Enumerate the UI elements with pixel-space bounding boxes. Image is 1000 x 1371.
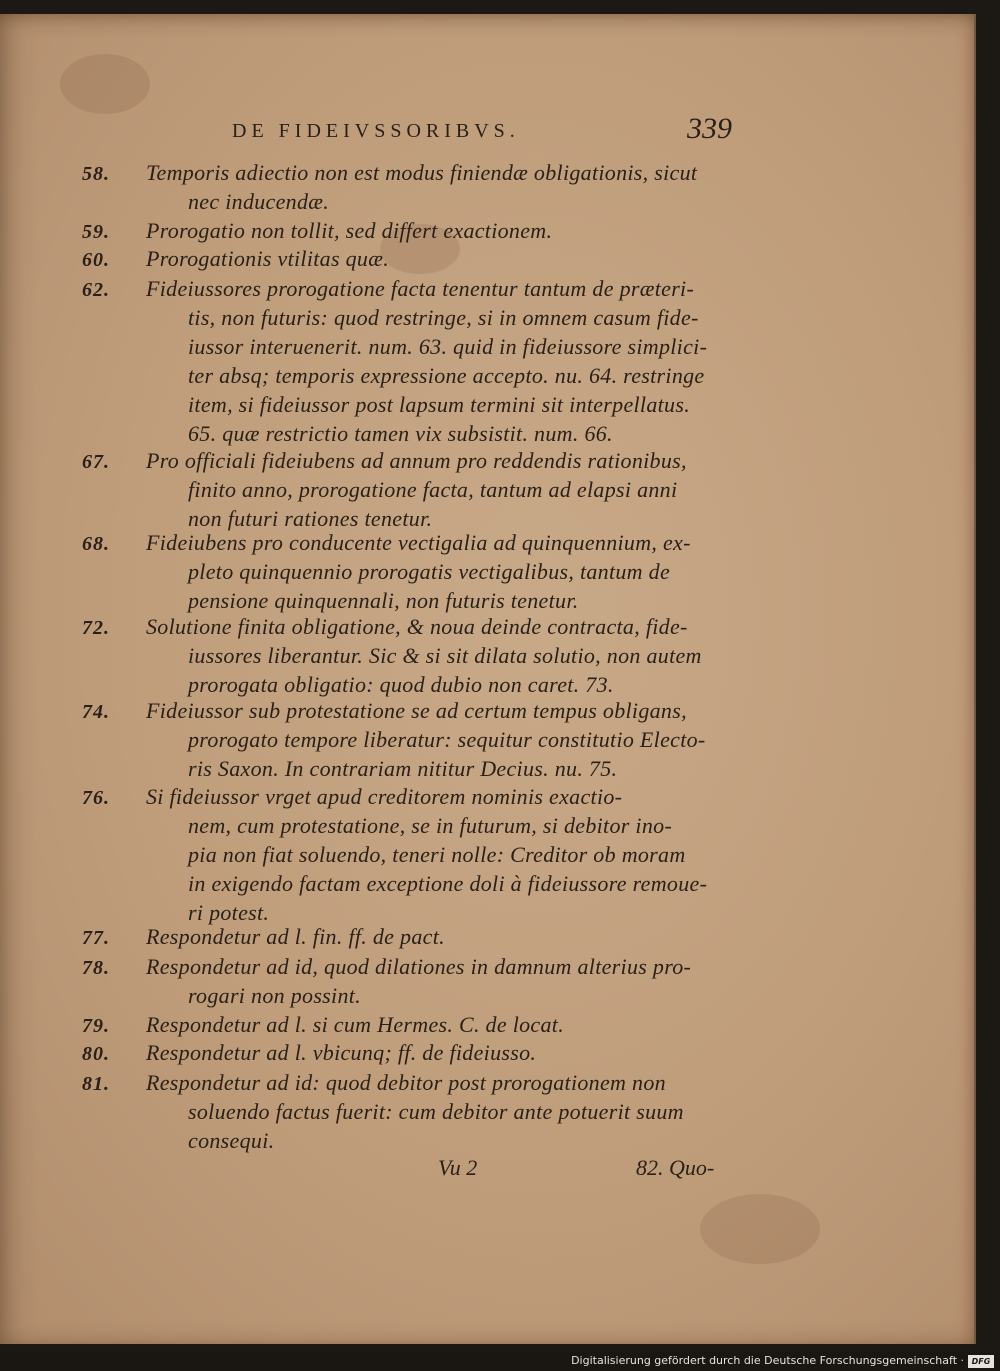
entry-text-line: pleto quinquennio prorogatis vectigalibus, tantum de: [188, 559, 671, 584]
dfg-logo: DFG: [968, 1355, 994, 1368]
entry-text-line: nec inducendæ.: [188, 189, 330, 214]
entry-number: 62.: [82, 279, 110, 301]
catchword: 82. Quo-: [636, 1155, 715, 1180]
entry-number: 67.: [82, 451, 110, 473]
entry-text-line: Respondetur ad l. si cum Hermes. C. de locat.: [146, 1012, 564, 1037]
entry-number: 81.: [82, 1073, 110, 1095]
entry-number: 78.: [82, 957, 110, 979]
entry-number: 72.: [82, 617, 110, 639]
entry-text-line: pensione quinquennali, non futuris tenetur.: [188, 588, 579, 613]
entry-text-line: Fideiubens pro conducente vectigalia ad quinquennium, ex-: [146, 530, 691, 555]
entry-number: 60.: [82, 249, 110, 271]
entry-text-line: Temporis adiectio non est modus finiendæ obligationis, sicut: [146, 160, 698, 185]
digitization-credit-bar: [0, 1352, 1000, 1371]
entry-text-line: ter absq; temporis expressione accepto. nu. 64. restringe: [188, 363, 705, 388]
entry-number: 77.: [82, 927, 110, 949]
entry-text-line: in exigendo factam exceptione doli à fideiussore remoue-: [188, 871, 708, 896]
entry-text-line: Respondetur ad l. vbicunq; ff. de fideiusso.: [146, 1040, 537, 1065]
entry-text-line: 65. quæ restrictio tamen vix subsistit. num. 66.: [188, 421, 613, 446]
entry-text-line: finito anno, prorogatione facta, tantum ad elapsi anni: [188, 477, 678, 502]
entry-number: 59.: [82, 221, 110, 243]
entry-text-line: ri potest.: [188, 900, 270, 925]
entry-number: 74.: [82, 701, 110, 723]
paper-stain: [700, 1194, 820, 1264]
entry-text-line: Pro officiali fideiubens ad annum pro reddendis rationibus,: [146, 448, 687, 473]
running-title: DE FIDEIVSSORIBVS.: [232, 120, 520, 142]
entry-text-line: non futuri rationes tenetur.: [188, 506, 433, 531]
entry-text-line: Solutione finita obligatione, & noua deinde contracta, fide-: [146, 614, 688, 639]
entry-text-line: iussores liberantur. Sic & si sit dilata solutio, non autem: [188, 643, 702, 668]
entry-text-line: Fideiussores prorogatione facta tenentur tantum de præteri-: [146, 276, 695, 301]
entry-text-line: Respondetur ad l. fin. ff. de pact.: [146, 924, 445, 949]
entry-text-line: item, si fideiussor post lapsum termini sit interpellatus.: [188, 392, 691, 417]
entry-text-line: tis, non futuris: quod restringe, si in omnem casum fide-: [188, 305, 699, 330]
book-page: [0, 14, 976, 1344]
credit-text: Digitalisierung gefördert durch die Deutsche Forschungsgemeinschaft ·: [571, 1354, 964, 1367]
entry-text-line: consequi.: [188, 1128, 275, 1153]
entry-text-line: iussor interuenerit. num. 63. quid in fideiussore simplici-: [188, 334, 708, 359]
entry-text-line: Fideiussor sub protestatione se ad certum tempus obligans,: [146, 698, 687, 723]
entry-text-line: Respondetur ad id, quod dilationes in damnum alterius pro-: [146, 954, 692, 979]
entry-text-line: prorogato tempore liberatur: sequitur constitutio Electo-: [188, 727, 706, 752]
entry-number: 80.: [82, 1043, 110, 1065]
entry-number: 76.: [82, 787, 110, 809]
signature-mark: Vu 2: [438, 1155, 478, 1180]
entry-text-line: prorogata obligatio: quod dubio non caret. 73.: [188, 672, 614, 697]
entry-text-line: Prorogatio non tollit, sed differt exactionem.: [146, 218, 553, 243]
entry-number: 68.: [82, 533, 110, 555]
entry-text-line: ris Saxon. In contrariam nititur Decius. nu. 75.: [188, 756, 618, 781]
paper-stain: [60, 54, 150, 114]
page-number: 339: [687, 112, 732, 145]
entry-text-line: Si fideiussor vrget apud creditorem nominis exactio-: [146, 784, 623, 809]
entry-number: 79.: [82, 1015, 110, 1037]
entry-text-line: Respondetur ad id: quod debitor post prorogationem non: [146, 1070, 666, 1095]
entry-text-line: soluendo factus fuerit: cum debitor ante potuerit suum: [188, 1099, 684, 1124]
page-footer: [0, 1149, 974, 1189]
page-header: [232, 114, 974, 154]
entry-text-line: Prorogationis vtilitas quæ.: [146, 246, 389, 271]
entry-text-line: rogari non possint.: [188, 983, 361, 1008]
entry-text-line: nem, cum protestatione, se in futurum, si debitor ino-: [188, 813, 673, 838]
entry-text-line: pia non fiat soluendo, teneri nolle: Creditor ob moram: [188, 842, 686, 867]
entry-number: 58.: [82, 163, 110, 185]
